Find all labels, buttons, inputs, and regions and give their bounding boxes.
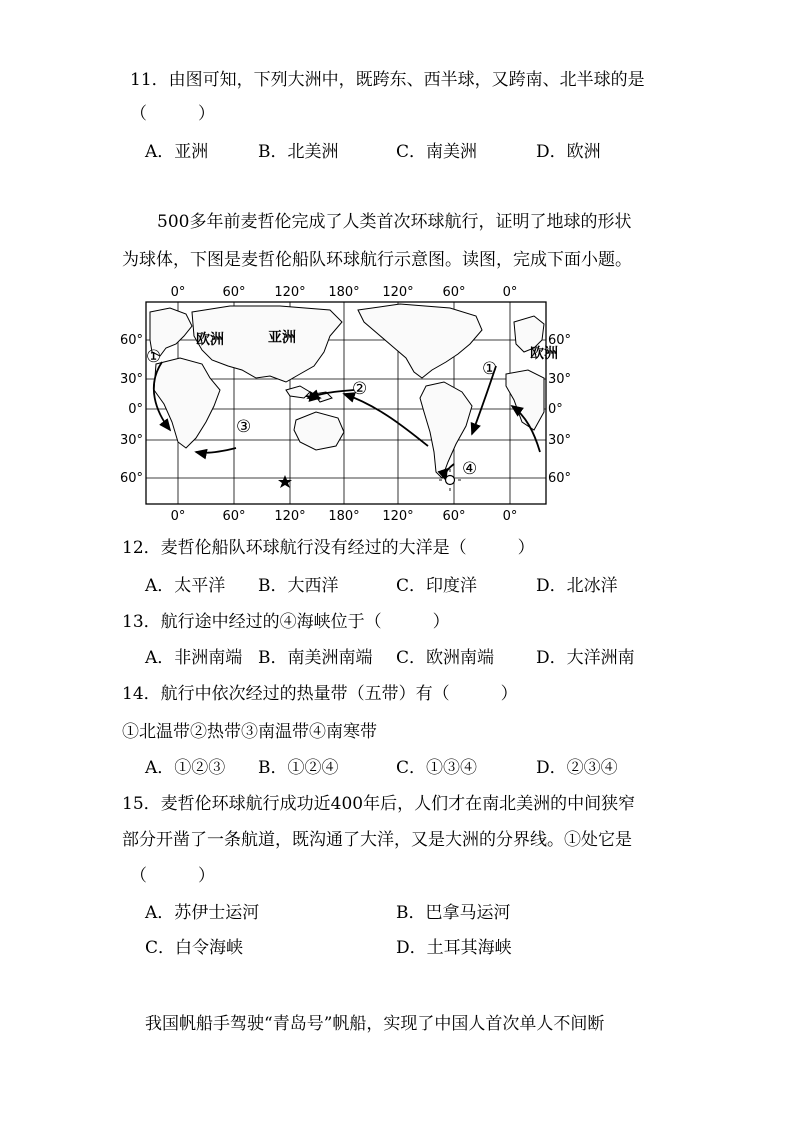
q14-option-c: C．①③④ [396,758,478,778]
bottom-lon-label: 60° [222,509,246,524]
right-lat-label: 30° [548,433,572,448]
q11-option-d: D．欧洲 [536,142,601,162]
q12-option-b: B．大西洋 [258,576,339,596]
top-lon-label: 60° [222,285,246,300]
left-latitude-labels [120,333,143,486]
bottom-lon-label: 60° [442,509,466,524]
q13-option-a: A．非洲南端 [145,648,243,668]
route-arrow-indian-ocean [196,448,236,453]
top-lon-label: 120° [382,285,414,300]
bottom-lon-label: 120° [274,509,306,524]
left-lat-label: 30° [119,372,143,387]
top-lon-label: 0° [502,285,518,300]
q13-stem: 13．航行途中经过的④海峡位于（ ） [122,612,450,632]
q11-answer-paren: （ ） [130,104,215,124]
q14-sub: ①北温带②热带③南温带④南寒带 [122,722,377,742]
marker-1-right: ① [482,359,498,379]
label-europe-right: 欧洲 [530,346,558,362]
top-lon-label: 60° [442,285,466,300]
q14-option-b: B．①②④ [258,758,339,778]
top-lon-label: 120° [274,285,306,300]
q15-line-2: 部分开凿了一条航道，既沟通了大洋，又是大洲的分界线。①处它是 [122,830,632,850]
right-lat-label: 0° [548,402,563,417]
intro-line-1: 500多年前麦哲伦完成了人类首次环球航行，证明了地球的形状 [157,212,632,232]
marker-4: ④ [462,459,478,479]
north-america-shape [358,304,482,378]
marker-2: ② [352,379,368,399]
label-europe-left: 欧洲 [196,332,224,348]
q15-option-a: A．苏伊士运河 [145,903,260,923]
q13-option-d: D．大洋洲南 [536,648,635,668]
right-lat-label: 60° [548,471,572,486]
bottom-longitude-labels [171,509,518,524]
bottom-lon-label: 120° [382,509,414,524]
q11-stem: 11．由图可知，下列大洲中，既跨东、西半球，又跨南、北半球的是 [130,70,645,90]
q15-option-b: B．巴拿马运河 [396,903,511,923]
q15-line-1: 15．麦哲伦环球航行成功近400年后，人们才在南北美洲的中间狭窄 [122,794,636,814]
q14-option-d: D．②③④ [536,758,618,778]
q11-option-a: A．亚洲 [145,142,209,162]
q12-option-d: D．北冰洋 [536,576,618,596]
left-lat-label: 60° [119,471,143,486]
q13-option-b: B．南美洲南端 [258,648,373,668]
left-lat-label: 30° [119,433,143,448]
outro-line-1: 我国帆船手驾驶“青岛号”帆船，实现了中国人首次单人不间断 [145,1014,605,1034]
q13-option-c: C．欧洲南端 [396,648,495,668]
intro-line-2: 为球体，下图是麦哲伦船队环球航行示意图。读图，完成下面小题。 [122,250,632,270]
route-arrow-south-pacific [344,394,428,446]
q15-answer-paren: （ ） [130,866,215,886]
q14-option-a: A．①②③ [145,758,226,778]
q12-option-a: A．太平洋 [145,576,226,596]
q15-option-d: D．土耳其海峡 [396,938,512,958]
q12-stem: 12．麦哲伦船队环球航行没有经过的大洋是（ ） [122,538,535,558]
top-lon-label: 180° [328,285,360,300]
marker-1-left: ① [146,347,162,367]
q12-option-c: C．印度洋 [396,576,478,596]
bottom-lon-label: 0° [170,509,186,524]
right-lat-label: 60° [548,333,572,348]
q11-option-c: C．南美洲 [396,142,478,162]
right-lat-label: 30° [548,372,572,387]
left-lat-label: 0° [128,402,143,417]
q11-option-b: B．北美洲 [258,142,339,162]
top-longitude-labels [171,285,518,300]
marker-3: ③ [236,417,252,437]
australia-shape [294,412,344,450]
q15-option-c: C．白令海峡 [145,938,244,958]
magellan-route-map [110,282,580,524]
q14-stem: 14．航行中依次经过的热量带（五带）有（ ） [122,684,518,704]
top-lon-label: 0° [170,285,186,300]
label-asia: 亚洲 [268,330,296,346]
africa-shape [154,358,220,448]
strait-point [446,476,455,485]
left-lat-label: 60° [119,333,143,348]
bottom-lon-label: 0° [502,509,518,524]
africa-right-shape [506,370,544,430]
bottom-lon-label: 180° [328,509,360,524]
